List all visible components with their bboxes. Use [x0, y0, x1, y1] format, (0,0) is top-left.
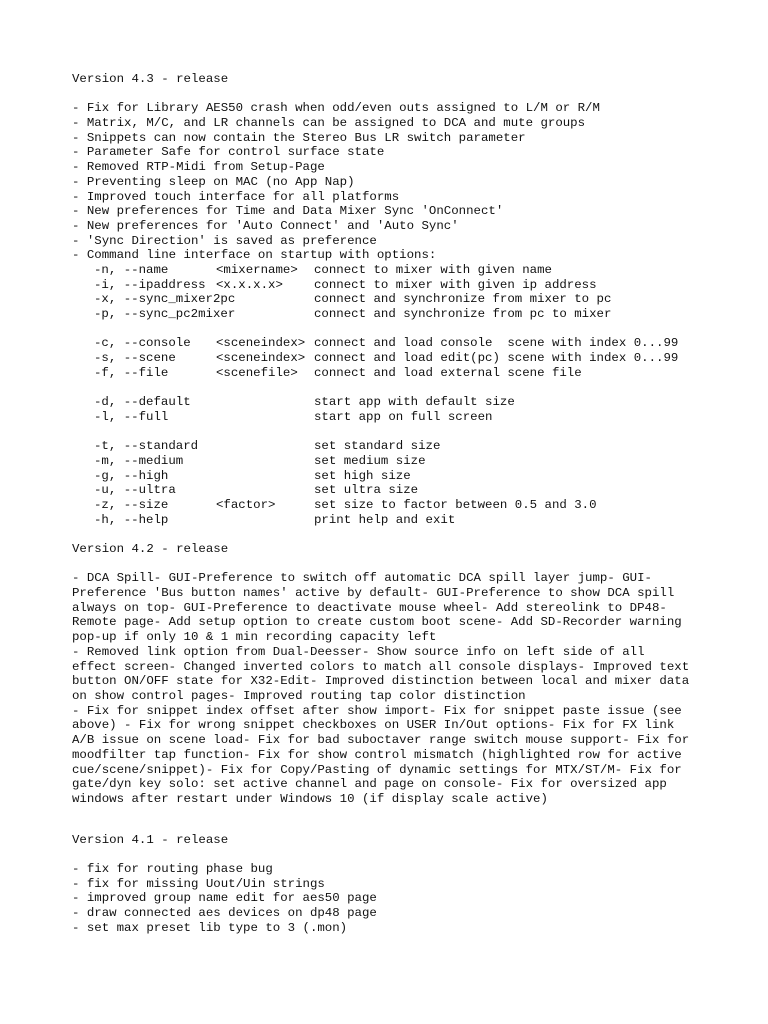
- option-row: [72, 483, 702, 498]
- option-desc: connect and synchronize from mixer to pc: [314, 292, 612, 307]
- option-flag: -l, --full: [94, 409, 169, 424]
- section-spacer: [72, 807, 702, 833]
- option-desc: connect and synchronize from pc to mixer: [314, 307, 612, 321]
- option-arg: <scenefile>: [216, 365, 298, 380]
- option-arg: [216, 439, 314, 454]
- list-item: - Snippets can now contain the Stereo Bus LR switch parameter: [72, 130, 526, 145]
- option-flag: -z, --size: [94, 497, 169, 512]
- version-4-1-list: [72, 862, 702, 935]
- option-flag: -d, --default: [94, 395, 191, 410]
- list-item: - fix for missing Uout/Uin strings: [72, 876, 325, 891]
- option-row: [72, 410, 702, 425]
- option-desc: connect to mixer with given ip address: [314, 277, 597, 292]
- list-item: - 'Sync Direction' is saved as preference: [72, 233, 377, 248]
- list-item: - Improved touch interface for all platforms: [72, 189, 400, 204]
- list-item: - fix for routing phase bug: [72, 862, 273, 876]
- option-arg: [216, 410, 314, 425]
- release-notes-document: [72, 72, 702, 935]
- version-4-3-heading: Version 4.3 - release: [72, 72, 229, 86]
- version-4-3-list: [72, 101, 702, 263]
- paragraph: - Fix for snippet index offset after show import- Fix for snippet paste issue (see above) - Fix for wrong snippet checkboxes on USER In/Out options- Fix for FX link A/B issue on scene load- Fix for bad suboctaver range switch mouse support- Fix for moodfilter tap function- Fix for show control mismatch (highlighted row for active cue/scene/snippet)- Fix for Copy/Pasting of dynamic settings for MTX/ST/M- Fix for gate/dyn key solo: set active channel and page on console- Fix for oversized app windows after restart under Windows 10 (if display scale active): [72, 703, 690, 806]
- option-desc: start app on full screen: [314, 409, 493, 424]
- option-group-spacer: [72, 425, 702, 440]
- option-arg: [216, 483, 314, 498]
- list-item: - Preventing sleep on MAC (no App Nap): [72, 174, 355, 189]
- option-arg: <sceneindex>: [216, 336, 306, 351]
- option-group-spacer: [72, 322, 702, 337]
- paragraph: - Removed link option from Dual-Deesser- Show source info on left side of all effect screen- Changed inverted colors to match all console displays- Improved text button ON/OFF state for X32-Edit- Improved distinction between local and mixer data on show control pages- Improved routing tap color distinction: [72, 644, 690, 703]
- option-row: [72, 307, 702, 322]
- option-desc: set standard size: [314, 439, 441, 454]
- option-flag: -u, --ultra: [94, 483, 176, 498]
- option-flag: -n, --name: [94, 262, 169, 277]
- list-item: - New preferences for 'Auto Connect' and 'Auto Sync': [72, 218, 459, 233]
- option-desc: connect and load external scene file: [314, 365, 582, 380]
- option-desc: set medium size: [314, 453, 426, 468]
- option-desc: connect and load edit(pc) scene with index 0...99: [314, 351, 679, 366]
- option-flag: -g, --high: [94, 468, 169, 483]
- option-desc: start app with default size: [314, 395, 515, 410]
- option-row: [72, 336, 702, 351]
- option-arg: [216, 292, 314, 307]
- option-arg: [216, 469, 314, 484]
- option-row: [72, 498, 702, 513]
- option-arg: [216, 454, 314, 469]
- option-desc: connect and load console scene with index 0...99: [314, 336, 679, 351]
- option-row: [72, 292, 702, 307]
- option-desc: set size to factor between 0.5 and 3.0: [314, 497, 597, 512]
- option-arg: [216, 307, 314, 322]
- option-row: [72, 454, 702, 469]
- list-item: - Command line interface on startup with options:: [72, 248, 437, 263]
- option-desc: set high size: [314, 468, 411, 483]
- option-arg: [216, 513, 314, 528]
- list-item: - New preferences for Time and Data Mixer Sync 'OnConnect': [72, 204, 504, 219]
- option-flag: -t, --standard: [94, 439, 199, 454]
- option-row: [72, 439, 702, 454]
- option-flag: -x, --sync_mixer2pc: [94, 292, 236, 307]
- version-4-1-heading: Version 4.1 - release: [72, 832, 229, 847]
- option-flag: -s, --scene: [94, 351, 176, 366]
- option-row: [72, 469, 702, 484]
- option-flag: -h, --help: [94, 512, 169, 527]
- option-arg: <sceneindex>: [216, 351, 306, 366]
- option-row: [72, 395, 702, 410]
- option-flag: -f, --file: [94, 365, 169, 380]
- option-flag: -i, --ipaddress: [94, 277, 206, 292]
- option-flag: -c, --console: [94, 336, 191, 351]
- version-4-2-heading: Version 4.2 - release: [72, 542, 229, 556]
- command-line-options: [72, 263, 702, 527]
- option-row: [72, 263, 702, 278]
- option-row: [72, 366, 702, 381]
- option-group-spacer: [72, 380, 702, 395]
- list-item: - Fix for Library AES50 crash when odd/even outs assigned to L/M or R/M: [72, 101, 600, 116]
- option-arg: <factor>: [216, 497, 276, 512]
- option-flag: -p, --sync_pc2mixer: [94, 307, 236, 321]
- option-row: [72, 278, 702, 293]
- list-item: - improved group name edit for aes50 page: [72, 891, 377, 906]
- option-row: [72, 351, 702, 366]
- section-spacer: [72, 527, 702, 542]
- option-row: [72, 513, 702, 528]
- option-desc: connect to mixer with given name: [314, 262, 552, 277]
- option-arg: [216, 395, 314, 410]
- list-item: - Removed RTP-Midi from Setup-Page: [72, 160, 325, 175]
- paragraph: - DCA Spill- GUI-Preference to switch off automatic DCA spill layer jump- GUI-Preference 'Bus button names' active by default- GUI-Preference to show DCA spill always on top- GUI-Preference to deactivate mouse wheel- Add stereolink to DP48-Remote page- Add setup option to create custom boot scene- Add SD-Recorder warning pop-up if only 10 & 1 min recording capacity left: [72, 571, 682, 645]
- option-flag: -m, --medium: [94, 453, 184, 468]
- list-item: - set max preset lib type to 3 (.mon): [72, 920, 348, 935]
- list-item: - draw connected aes devices on dp48 page: [72, 906, 377, 921]
- list-item: - Matrix, M/C, and LR channels can be assigned to DCA and mute groups: [72, 116, 586, 131]
- option-arg: <mixername>: [216, 262, 298, 277]
- option-desc: print help and exit: [314, 512, 456, 527]
- list-item: - Parameter Safe for control surface state: [72, 145, 385, 160]
- option-arg: <x.x.x.x>: [216, 277, 283, 292]
- option-desc: set ultra size: [314, 483, 419, 498]
